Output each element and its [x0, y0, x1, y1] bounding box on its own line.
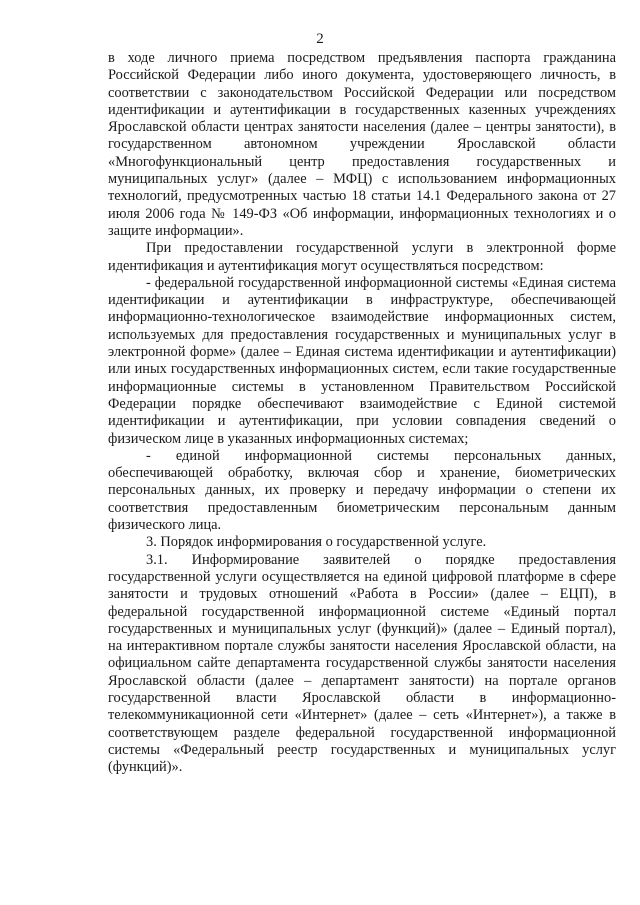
document-body	[108, 50, 616, 776]
paragraph-unified-identification-system: - федеральной государственной информационной системы «Единая система идентификации и аутентификации в инфраструктуре, обеспечивающей информационно-технологическое взаимодействие информационных систем, используемых для предоставления государственных и муниципальных услуг в электронной форме» (далее – Единая система идентификации и аутентификации) или иных государственных информационных систем, если такие государственные информационные системы в установленном Правительством Российской Федерации порядке обеспечивают взаимодействие с Единой системой идентификации и аутентификации, при условии совпадения сведений о физическом лице в указанных информационных системах;	[108, 274, 616, 447]
section-heading-informing: 3. Порядок информирования о государственной услуге.	[146, 534, 487, 551]
paragraph-electronic-form: При предоставлении государственной услуги в электронной форме идентификация и аутентификация могут осуществляться посредством:	[108, 240, 616, 274]
paragraph-informing-procedure: 3.1. Информирование заявителей о порядке предоставления государственной услуги осуществляется на единой цифровой платформе в сфере занятости и трудовых отношений «Работа в России» (далее – ЕЦП), в федеральной государственной информационной системе «Единый портал государственных и муниципальных услуг (функций)» (далее – Единый портал), на интерактивном портале службы занятости населения Ярославской области, на официальном сайте департамента государственной службы занятости населения Ярославской области (далее – департамент занятости) на портале органов государственной власти Ярославской области в информационно-телекоммуникационной сети «Интернет» (далее – сеть «Интернет»), а также в соответствующем разделе федеральной государственной информационной системы «Федеральный реестр государственных и муниципальных услуг (функций)».	[108, 551, 616, 776]
paragraph-biometric-system: - единой информационной системы персональных данных, обеспечивающей обработку, включая сбор и хранение, биометрических персональных данных, их проверку и передачу информации о степени их соответствия предоставленным биометрическим персональным данным физического лица.	[108, 447, 616, 534]
page-number: 2	[316, 31, 324, 47]
paragraph-identification-methods: в ходе личного приема посредством предъявления паспорта гражданина Российской Федерации либо иного документа, удостоверяющего личность, в соответствии с законодательством Российской Федерации или посредством идентификации и аутентификации в государственных казенных учреждениях Ярославской области центрах занятости населения (далее – центры занятости), в государственном автономном учреждении Ярославской области «Многофункциональный центр предоставления государственных и муниципальных услуг» (далее – МФЦ) с использованием информационных технологий, предусмотренных частью 18 статьи 14.1 Федерального закона от 27 июля 2006 года № 149-ФЗ «Об информации, информационных технологиях и о защите информации».	[108, 50, 616, 239]
